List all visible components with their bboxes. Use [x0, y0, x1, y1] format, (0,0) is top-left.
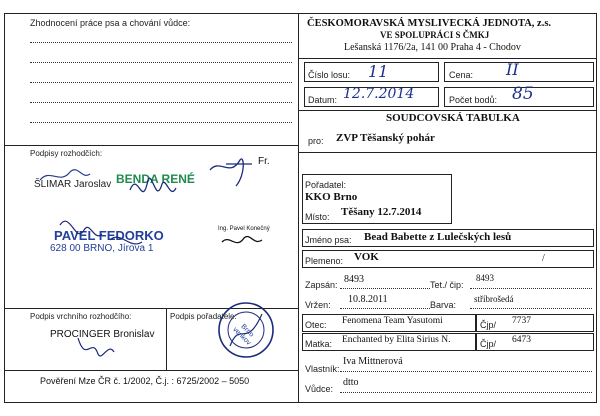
signature-benda [130, 178, 176, 191]
born-label: Vržen: [305, 300, 331, 310]
owner-line [340, 371, 592, 372]
breed-label: Plemeno: [305, 256, 344, 266]
judge-name-konecny: Ing. Pavel Konečný [218, 226, 270, 232]
father-label: Otec: [305, 320, 327, 330]
born-line [340, 308, 430, 309]
chief-judge-name: PROCINGER Bronislav [50, 329, 155, 340]
breed-slash: / [542, 253, 545, 264]
mother-label: Matka: [305, 339, 333, 349]
signature-fr [210, 159, 252, 186]
evaluation-line-2 [30, 62, 292, 63]
center-divider [298, 13, 299, 403]
place-value: Těšany 12.7.2014 [341, 206, 422, 218]
judge-signatures-scribbles [30, 150, 298, 270]
signature-konecny [222, 236, 262, 242]
place-label: Místo: [305, 212, 330, 222]
right-divider-1 [298, 110, 597, 111]
father-value: Fenomena Team Yasutomi [342, 316, 443, 326]
for-label: pro: [308, 136, 324, 146]
registered-value: 8493 [344, 274, 364, 285]
prize-label: Cena: [449, 70, 474, 80]
for-value: ZVP Těšanský pohár [336, 132, 435, 144]
mother-value: Enchanted by Elita Sirius N. [342, 335, 451, 345]
dog-name-value: Bead Babette z Lulečských lesů [364, 231, 512, 243]
breed-box [302, 250, 594, 268]
father-chip-value: 7737 [512, 316, 531, 326]
right-divider-header [298, 58, 597, 59]
color-value: stříbrošedá [474, 294, 514, 304]
right-divider-2 [298, 152, 597, 153]
points-label: Počet bodů: [449, 95, 498, 105]
authorization-text: Pověření Mze ČR č. 1/2002, Č.j. : 6725/2002 – 5050 [40, 376, 250, 386]
color-line [470, 308, 592, 309]
tattoo-label: Tet./ čip: [430, 280, 464, 290]
points-value: 85 [512, 84, 534, 104]
organizer-value: KKO Brno [305, 191, 358, 203]
left-divider-vertical [166, 308, 167, 370]
organizer-label: Pořadatel: [305, 180, 347, 190]
registered-line [340, 288, 430, 289]
org-name: ČESKOMORAVSKÁ MYSLIVECKÁ JEDNOTA, z.s. [307, 18, 552, 29]
chief-judge-signature [70, 334, 130, 364]
born-value: 10.8.2011 [348, 294, 388, 305]
prize-value: II [506, 60, 519, 79]
lot-label: Číslo losu: [308, 70, 351, 80]
judge-name-benda: BENDA RENÉ [116, 172, 195, 186]
chief-judge-label: Podpis vrchního rozhodčího: [30, 312, 132, 321]
owner-value: Iva Mittnerová [343, 356, 403, 367]
organizer-signature-label: Podpis pořadatele: [170, 312, 237, 321]
breed-value: VOK [354, 251, 379, 263]
org-sub: VE SPOLUPRÁCI S ČMKJ [380, 30, 490, 40]
evaluation-line-5 [30, 122, 292, 123]
dog-name-label: Jméno psa: [305, 235, 352, 245]
date-value: 12.7.2014 [343, 86, 415, 102]
signature-slimar [40, 170, 90, 180]
judge-name-slimar: ŠLIMAR Jaroslav [34, 179, 112, 190]
left-divider-1 [4, 145, 298, 146]
date-label: Datum: [308, 95, 338, 105]
mother-chip-value: 6473 [512, 335, 531, 345]
organizer-stamp-text: Brno venkov [231, 323, 255, 347]
evaluation-line-4 [30, 102, 292, 103]
evaluation-label: Zhodnocení práce psa a chování vůdce: [30, 18, 191, 28]
color-label: Barva: [430, 300, 457, 310]
mother-chip-label: Čjp/ [480, 339, 497, 349]
lot-value: 11 [368, 62, 389, 81]
left-divider-3 [4, 370, 298, 371]
owner-label: Vlastník: [305, 364, 340, 374]
tattoo-value: 8493 [476, 273, 494, 283]
signature-fedorko-2 [110, 237, 142, 244]
judge-name-fedorko: PAVEL FEDORKO [54, 228, 164, 243]
handler-value: dtto [343, 377, 359, 388]
judge-address-fedorko: 628 00 BRNO, Jírova 1 [50, 243, 154, 254]
tattoo-line [470, 288, 592, 289]
judge-signatures-label: Podpisy rozhodčích: [30, 149, 103, 158]
evaluation-line-1 [30, 42, 292, 43]
father-chip-label: Čjp/ [480, 320, 497, 330]
table-title: SOUDCOVSKÁ TABULKA [386, 112, 520, 124]
handler-label: Vůdce: [305, 384, 334, 394]
signature-fedorko [60, 221, 102, 236]
judge-fr: Fr. [258, 156, 270, 167]
registered-label: Zapsán: [305, 280, 338, 290]
handler-line [340, 392, 592, 393]
org-address: Lešanská 1176/2a, 141 00 Praha 4 - Chodov [344, 42, 521, 53]
evaluation-line-3 [30, 82, 292, 83]
